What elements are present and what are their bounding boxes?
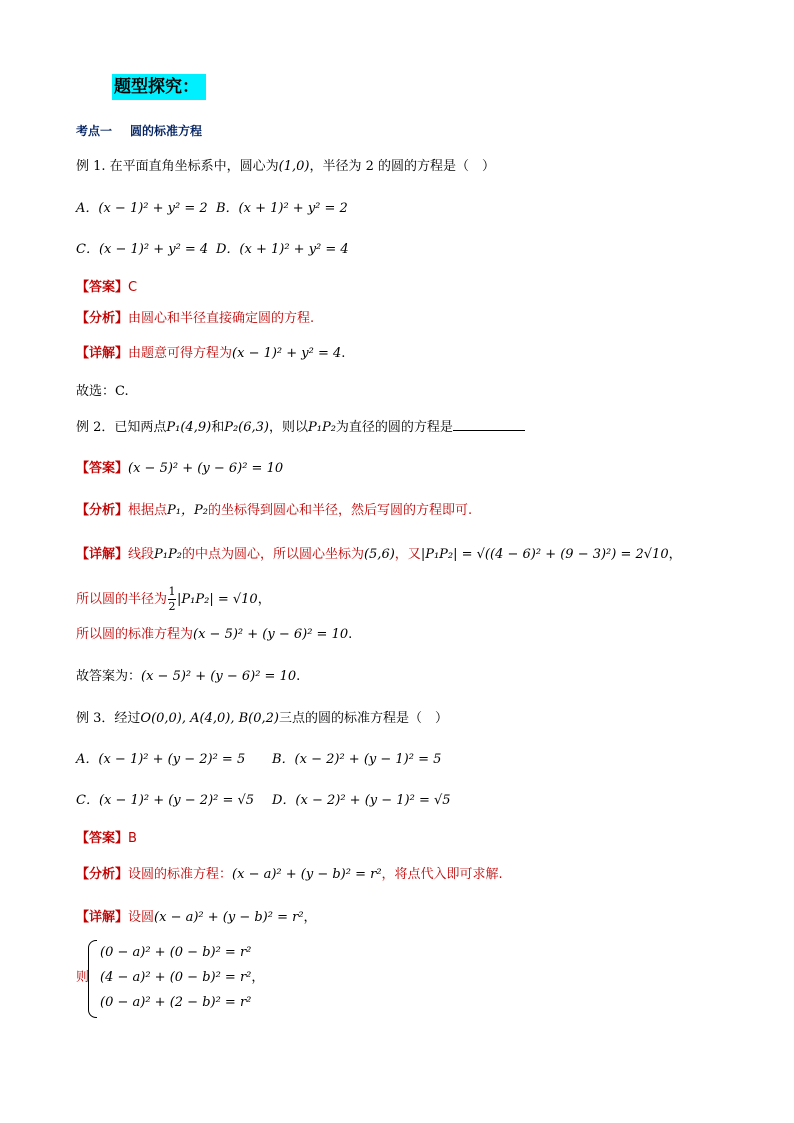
ex3-analysis-eq: (x − a)² + (y − b)² = r²	[232, 867, 382, 882]
ex2-detail	[76, 546, 682, 564]
ex3-detail-end: ，	[303, 910, 317, 925]
ex2-detail-mid2: ，又	[394, 547, 421, 562]
section-heading: 题型探究：	[112, 74, 206, 100]
ex2-point-1: P₁(4,9)	[166, 420, 212, 435]
ex2-point-2: P₂(6,3)	[224, 420, 269, 435]
ex3-question-tail: 三点的圆的标准方程是（ ）	[279, 711, 449, 726]
ex1-question-text: 例 1. 在平面直角坐标系中，圆心为	[76, 159, 279, 174]
ex1-options-cd	[76, 241, 349, 259]
ex1-question	[76, 158, 495, 176]
topic-label: 考点一	[76, 124, 113, 138]
detail-tag: 【详解】	[76, 346, 129, 361]
ex2-final-pre: 故答案为：	[76, 669, 142, 684]
system-eq-3: (0 − a)² + (2 − b)² = r²	[100, 995, 252, 1010]
ex2-standard-pre: 所以圆的标准方程为	[76, 627, 194, 642]
ex1-detail	[76, 345, 345, 363]
ex2-question-mid: ，则以	[268, 420, 308, 435]
ex2-detail-end: ，	[668, 547, 682, 562]
analysis-tag: 【分析】	[76, 867, 129, 882]
detail-tag: 【详解】	[76, 547, 129, 562]
answer-blank	[453, 418, 525, 431]
ex2-detail-center: (5,6)	[363, 547, 395, 562]
ex2-radius-pre: 所以圆的半径为	[76, 592, 168, 607]
ex3-options-ab	[76, 751, 441, 769]
ex1-center: (1,0)	[278, 159, 310, 174]
answer-tag: 【答案】	[76, 461, 129, 476]
ex2-question	[76, 418, 525, 437]
ex3-question	[76, 710, 448, 728]
analysis-tag: 【分析】	[76, 311, 129, 326]
ex2-radius-end: ，	[257, 592, 271, 607]
ex3-points: O(0,0), A(4,0), B(0,2)	[140, 711, 279, 726]
ex2-radius	[76, 586, 271, 613]
ex1-options-ab	[76, 200, 348, 218]
ex3-analysis	[76, 866, 503, 884]
system-eq-2-end: ，	[251, 970, 265, 985]
ex2-question-text: 例 2．已知两点	[76, 420, 167, 435]
ex2-detail-pre: 线段	[128, 547, 155, 562]
ex1-option-c: C．(x − 1)² + y² = 4	[76, 242, 209, 257]
ex1-option-d: D．(x + 1)² + y² = 4	[216, 242, 349, 257]
then-label: 则	[76, 970, 90, 985]
ex2-final	[76, 668, 300, 686]
fraction-numerator: 1	[168, 585, 176, 598]
topic-title	[76, 122, 202, 140]
ex3-detail-pre: 设圆	[128, 910, 155, 925]
ex2-radius-eq: |P₁P₂| = √10	[177, 592, 258, 607]
ex1-conclusion: 故选：C.	[76, 384, 129, 399]
ex2-standard-eq: (x − 5)² + (y − 6)² = 10	[193, 627, 349, 642]
detail-tag: 【详解】	[76, 910, 129, 925]
ex3-option-b: B．(x − 2)² + (y − 1)² = 5	[272, 752, 442, 767]
ex3-option-a: A．(x − 1)² + (y − 2)² = 5	[76, 752, 246, 767]
system-eq-2	[100, 969, 264, 987]
ex3-analysis-end: ，将点代入即可求解.	[381, 867, 503, 882]
ex2-detail-distance: |P₁P₂| = √((4 − 6)² + (9 − 3)²) = 2√10	[420, 547, 669, 562]
ex3-answer	[76, 830, 137, 848]
ex1-answer	[76, 279, 137, 297]
ex3-detail	[76, 909, 317, 927]
ex1-detail-text: 由题意可得方程为	[128, 346, 233, 361]
ex1-option-b: B．(x + 1)² + y² = 2	[216, 201, 348, 216]
ex2-analysis-points: P₁，P₂	[167, 503, 208, 518]
analysis-tag: 【分析】	[76, 503, 129, 518]
ex3-answer-value: B	[128, 831, 137, 846]
system-eq-1: (0 − a)² + (0 − b)² = r²	[100, 945, 252, 960]
answer-tag: 【答案】	[76, 280, 129, 295]
ex2-segment: P₁P₂	[308, 420, 336, 435]
ex2-analysis-pre: 根据点	[128, 503, 168, 518]
ex1-detail-eq: (x − 1)² + y² = 4	[232, 346, 342, 361]
ex2-final-end: .	[296, 669, 301, 684]
ex1-question-tail: ，半径为 2 的圆的方程是（ ）	[309, 159, 496, 174]
ex2-detail-segment: P₁P₂	[154, 547, 182, 562]
ex2-standard-end: .	[348, 627, 353, 642]
ex1-option-a: A．(x − 1)² + y² = 2	[76, 201, 208, 216]
answer-tag: 【答案】	[76, 831, 129, 846]
half-fraction	[168, 586, 176, 613]
ex1-analysis-text: 由圆心和半径直接确定圆的方程.	[128, 311, 315, 326]
ex2-final-eq: (x − 5)² + (y − 6)² = 10	[141, 669, 297, 684]
ex2-analysis-end: 的坐标得到圆心和半径，然后写圆的方程即可.	[207, 503, 473, 518]
ex3-option-d: D．(x − 2)² + (y − 1)² = √5	[272, 793, 451, 808]
ex1-analysis	[76, 310, 314, 328]
topic-name: 圆的标准方程	[130, 124, 203, 138]
ex2-answer-eq: (x − 5)² + (y − 6)² = 10	[128, 461, 284, 476]
ex2-question-tail: 为直径的圆的方程是	[335, 420, 453, 435]
system-brace	[88, 940, 97, 1018]
ex3-options-cd	[76, 792, 451, 810]
ex3-option-c: C．(x − 1)² + (y − 2)² = √5	[76, 793, 255, 808]
ex2-analysis	[76, 502, 472, 520]
ex2-standard	[76, 626, 352, 644]
ex2-question-and: 和	[211, 420, 225, 435]
system-eq-2-text: (4 − a)² + (0 − b)² = r²	[100, 970, 252, 985]
ex2-answer	[76, 460, 283, 478]
ex1-detail-end: .	[341, 346, 346, 361]
fraction-denominator: 2	[168, 600, 176, 613]
ex1-answer-value: C	[128, 280, 138, 295]
ex3-analysis-pre: 设圆的标准方程：	[128, 867, 233, 882]
ex2-detail-mid: 的中点为圆心，所以圆心坐标为	[181, 547, 364, 562]
ex3-question-text: 例 3．经过	[76, 711, 141, 726]
ex3-detail-eq: (x − a)² + (y − b)² = r²	[154, 910, 304, 925]
